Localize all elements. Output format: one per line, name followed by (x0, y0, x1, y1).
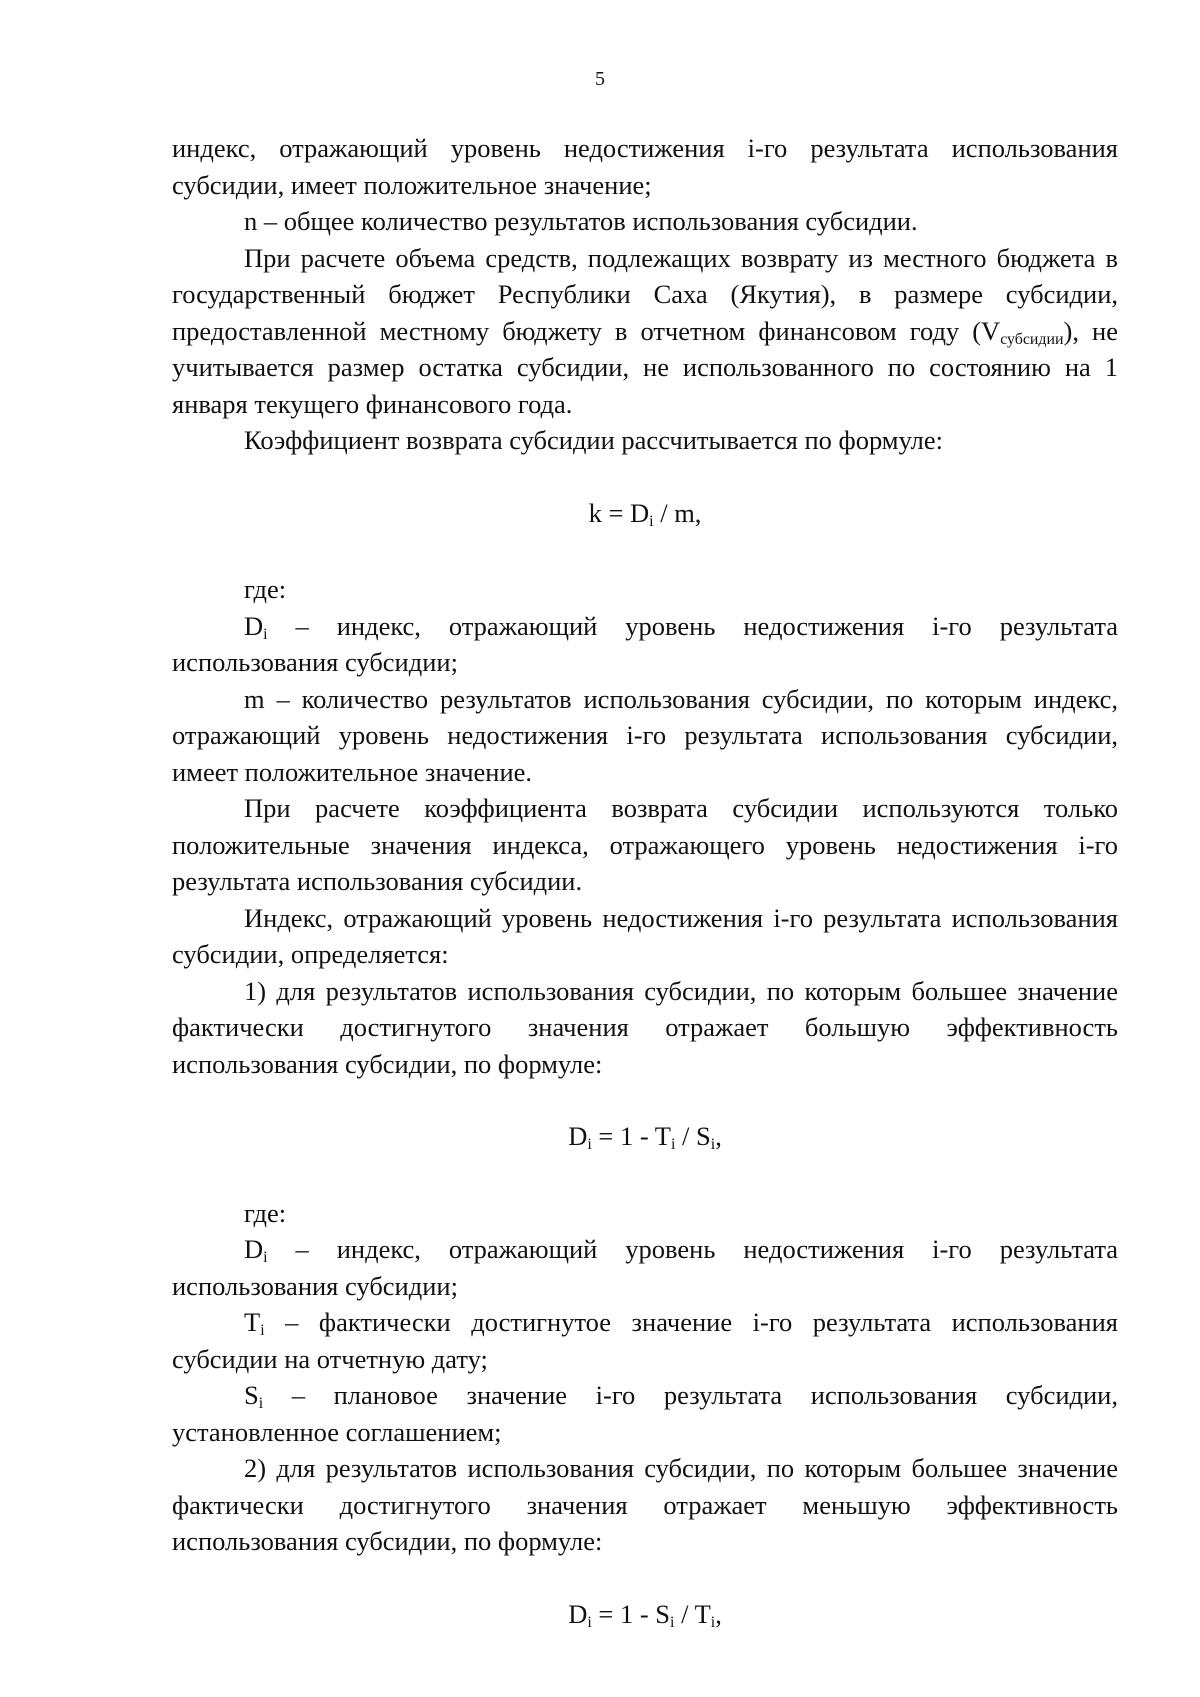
formula-di-case-2 (172, 1596, 1118, 1633)
formula-k-left: k = D (588, 497, 650, 528)
di-description: – индекс, отражающий уровень недостижения i-го результата использования субсидии; (172, 1234, 1118, 1301)
definition-si (172, 1377, 1118, 1450)
where-label: где: (244, 574, 287, 604)
formula-subscript: i (670, 1135, 676, 1153)
definition-di-2 (172, 1231, 1118, 1304)
spacer (172, 531, 1118, 571)
formula-k (172, 495, 1118, 532)
paragraph-return-calculation (172, 240, 1118, 423)
where-label: где: (244, 1197, 287, 1228)
si-subscript: i (258, 1394, 264, 1412)
di-subscript: i (263, 625, 268, 643)
formula-k-right: / m, (653, 497, 702, 528)
spacer (172, 1560, 1118, 1596)
formula-di-case-1 (172, 1118, 1118, 1155)
di-subscript: i (263, 1248, 268, 1266)
paragraph-positive-values: При расчете коэффициента возврата субсидии используются только положительные значения индекса, отражающего уровень недостижения i-го результата использования субсидии. (172, 793, 1118, 896)
si-description: – плановое значение i-го результата использования субсидии, установленное соглашением; (172, 1380, 1118, 1447)
document-body (172, 130, 1118, 1632)
formula-subscript: i (710, 1135, 716, 1153)
formula-part: / S (675, 1121, 711, 1151)
paragraph-coefficient-intro: Коэффициент возврата субсидии рассчитывается по формуле: (244, 425, 944, 455)
formula-part: , (715, 1598, 722, 1629)
ti-description: – фактически достигнутое значение i-го результата использования субсидии на отчетную дату; (172, 1307, 1118, 1374)
page-number: 5 (595, 68, 605, 90)
paragraph-continuation: индекс, отражающий уровень недостижения i-го результата использования субсидии, имеет положительное значение; (172, 133, 1118, 200)
formula-subscript: i (710, 1613, 716, 1631)
formula-part: = 1 - T (591, 1121, 671, 1151)
formula-subscript: i (587, 1135, 592, 1153)
formula-part: D (568, 1598, 588, 1629)
formula-part: = 1 - S (591, 1598, 671, 1629)
spacer (172, 459, 1118, 495)
formula-part: D (568, 1121, 588, 1151)
di-symbol: D (244, 610, 264, 641)
spacer (172, 1155, 1118, 1195)
definition-m: m – количество результатов использования субсидии, по которым индекс, отражающий уровень недостижения i-го результата использования субсидии, имеет положительное значение. (172, 683, 1118, 787)
paragraph-n-definition: n – общее количество результатов использования субсидии. (244, 206, 918, 236)
di-symbol: D (244, 1234, 264, 1264)
formula-part: / T (674, 1598, 711, 1629)
ti-symbol: T (244, 1307, 261, 1337)
formula-k-subscript: i (649, 512, 654, 530)
v-subsidy-subscript: субсидии (1000, 330, 1064, 348)
formula-part: , (715, 1121, 722, 1151)
paragraph-return-calculation-end: ), не учитывается размер остатка субсидии, не использованного по состоянию на 1 января текущего финансового года. (172, 315, 1118, 419)
formula-subscript: i (670, 1613, 675, 1631)
di-description: – индекс, отражающий уровень недостижения i-го результата использования субсидии; (172, 610, 1118, 677)
formula-subscript: i (587, 1613, 592, 1631)
definition-ti (172, 1304, 1118, 1377)
paragraph-return-calculation-text: При расчете объема средств, подлежащих возврату из местного бюджета в государственный бюджет Республики Саха (Якутия), в размере субсидии, предоставленной местному бюджету в отчетном финансовом году (V (172, 242, 1118, 346)
si-symbol: S (244, 1380, 259, 1410)
spacer (172, 1082, 1118, 1118)
paragraph-case-1: 1) для результатов использования субсидии, по которым большее значение фактически достигнутого значения отражает большую эффективность использования субсидии, по формуле: (172, 975, 1118, 1079)
ti-subscript: i (260, 1321, 265, 1339)
paragraph-case-2: 2) для результатов использования субсидии, по которым большее значение фактически достигнутого значения отражает меньшую эффективность использования субсидии, по формуле: (172, 1453, 1118, 1556)
definition-di-1 (172, 608, 1118, 681)
paragraph-index-determined: Индекс, отражающий уровень недостижения i-го результата использования субсидии, определяется: (172, 902, 1118, 969)
